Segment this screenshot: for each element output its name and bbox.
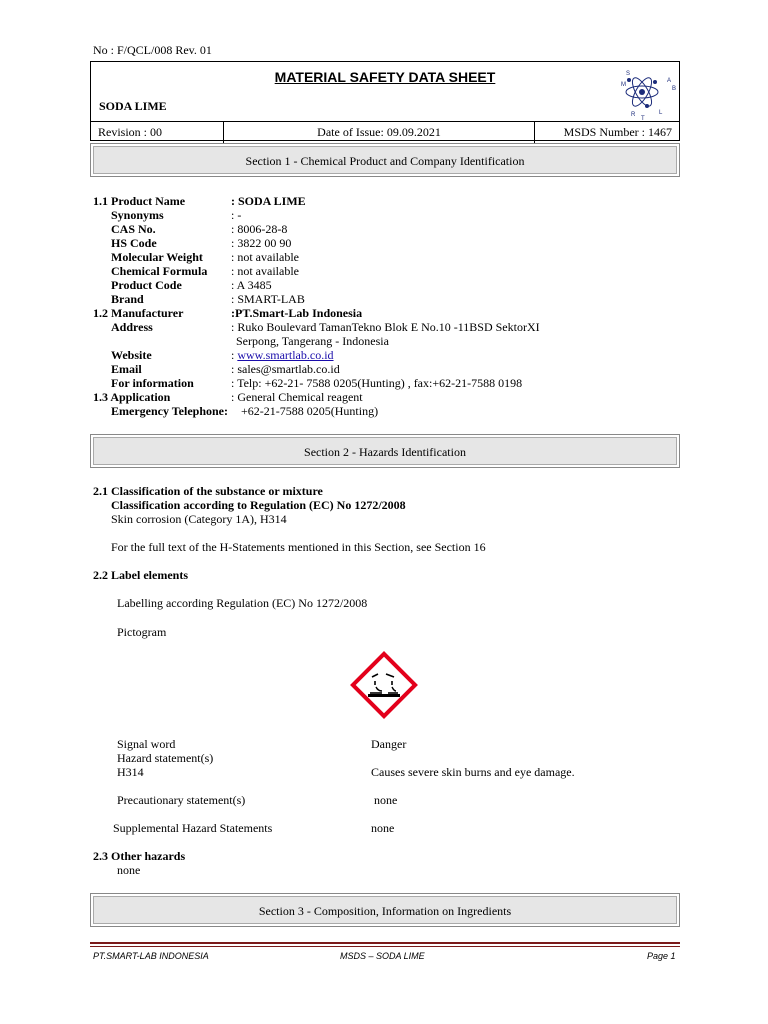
svg-text:B: B <box>672 86 677 92</box>
section-1-label: Chemical Formula <box>111 264 208 278</box>
skin-corrosion-classification: Skin corrosion (Category 1A), H314 <box>111 512 287 526</box>
section-1-value: : SODA LIME <box>231 194 306 208</box>
section-1-label: Email <box>111 362 142 376</box>
svg-text:L: L <box>659 110 663 116</box>
section-1-value: : not available <box>231 264 299 278</box>
corrosion-pictogram-icon <box>348 649 420 721</box>
section-1-value: : A 3485 <box>231 278 272 292</box>
document-title: MATERIAL SAFETY DATA SHEET <box>274 69 496 85</box>
svg-text:A: A <box>667 78 672 84</box>
document-number: No : F/QCL/008 Rev. 01 <box>93 43 212 57</box>
footer-page-number: Page 1 <box>647 951 676 961</box>
website-prefix: : <box>231 348 238 362</box>
section-1-value: : not available <box>231 250 299 264</box>
website-link[interactable]: www.smartlab.co.id <box>237 348 334 362</box>
footer-rule <box>90 942 680 944</box>
precautionary-value: none <box>374 793 398 807</box>
section-1-label: CAS No. <box>111 222 156 236</box>
section-1-label: 1.3 Application <box>93 390 171 404</box>
section-1-value: : - <box>231 208 242 222</box>
hazard-statements-label: Hazard statement(s) <box>117 751 214 765</box>
heading-2-2: 2.2 Label elements <box>93 568 188 582</box>
svg-text:T: T <box>641 116 645 122</box>
section-2-header: Section 2 - Hazards Identification <box>90 434 680 468</box>
section-1-value: Serpong, Tangerang - Indonesia <box>236 334 389 348</box>
section-1-value: : Telp: +62-21- 7588 0205(Hunting) , fax:+62-21-7588 0198 <box>231 376 523 390</box>
precautionary-label: Precautionary statement(s) <box>117 793 246 807</box>
section-1-label: Molecular Weight <box>111 250 203 264</box>
section-1-value: : SMART-LAB <box>231 292 305 306</box>
section-1-value: : 3822 00 90 <box>231 236 292 250</box>
section-1-label: Product Code <box>111 278 182 292</box>
header-product-name: SODA LIME <box>99 99 167 113</box>
heading-2-3: 2.3 Other hazards <box>93 849 186 863</box>
section-1-label: Website <box>111 348 152 362</box>
smart-lab-logo <box>617 66 681 126</box>
other-hazards-value: none <box>117 863 141 877</box>
labelling-regulation: Labelling according Regulation (EC) No 1272/2008 <box>117 596 368 610</box>
footer-document: MSDS – SODA LIME <box>340 951 425 961</box>
supplemental-label: Supplemental Hazard Statements <box>113 821 273 835</box>
h314-value: Causes severe skin burns and eye damage. <box>371 765 575 779</box>
svg-text:S: S <box>626 71 631 77</box>
section-1-label: 1.1 Product Name <box>93 194 186 208</box>
header-box <box>90 61 680 141</box>
section-1-label: HS Code <box>111 236 157 250</box>
section-1-label: Address <box>111 320 153 334</box>
h314-label: H314 <box>117 765 144 779</box>
revision: Revision : 00 <box>90 122 224 143</box>
signal-word-label: Signal word <box>117 737 176 751</box>
footer-company: PT.SMART-LAB INDONESIA <box>93 951 209 961</box>
svg-text:M: M <box>621 82 626 88</box>
date-of-issue: Date of Issue: 09.09.2021 <box>224 122 535 143</box>
section-1-value: :PT.Smart-Lab Indonesia <box>231 306 363 320</box>
full-text-note: For the full text of the H-Statements mentioned in this Section, see Section 16 <box>111 540 486 554</box>
section-1-value: : sales@smartlab.co.id <box>231 362 340 376</box>
footer-rule-thin <box>90 946 680 947</box>
section-1-label: Synonyms <box>111 208 164 222</box>
msds-number: MSDS Number : 1467 <box>563 125 672 139</box>
svg-text:R: R <box>631 112 636 118</box>
section-1-value: : General Chemical reagent <box>231 390 363 404</box>
supplemental-value: none <box>371 821 395 835</box>
heading-2-1: 2.1 Classification of the substance or mixture <box>93 484 323 498</box>
signal-word-value: Danger <box>371 737 407 751</box>
section-1-value: +62-21-7588 0205(Hunting) <box>241 404 379 418</box>
section-1-value: : 8006-28-8 <box>231 222 288 236</box>
header-info-row <box>90 121 680 143</box>
section-1-label: Emergency Telephone: <box>111 404 228 418</box>
pictogram-label: Pictogram <box>117 625 167 639</box>
section-1-header: Section 1 - Chemical Product and Company Identification <box>90 143 680 177</box>
section-1-value <box>231 348 334 362</box>
section-1-value: : Ruko Boulevard TamanTekno Blok E No.10 -11BSD SektorXI <box>231 320 540 334</box>
heading-classification-regulation: Classification according to Regulation (EC) No 1272/2008 <box>111 498 406 512</box>
section-1-label: 1.2 Manufacturer <box>93 306 184 320</box>
section-1-label: For information <box>111 376 194 390</box>
section-3-header: Section 3 - Composition, Information on Ingredients <box>90 893 680 927</box>
section-1-label: Brand <box>111 292 144 306</box>
